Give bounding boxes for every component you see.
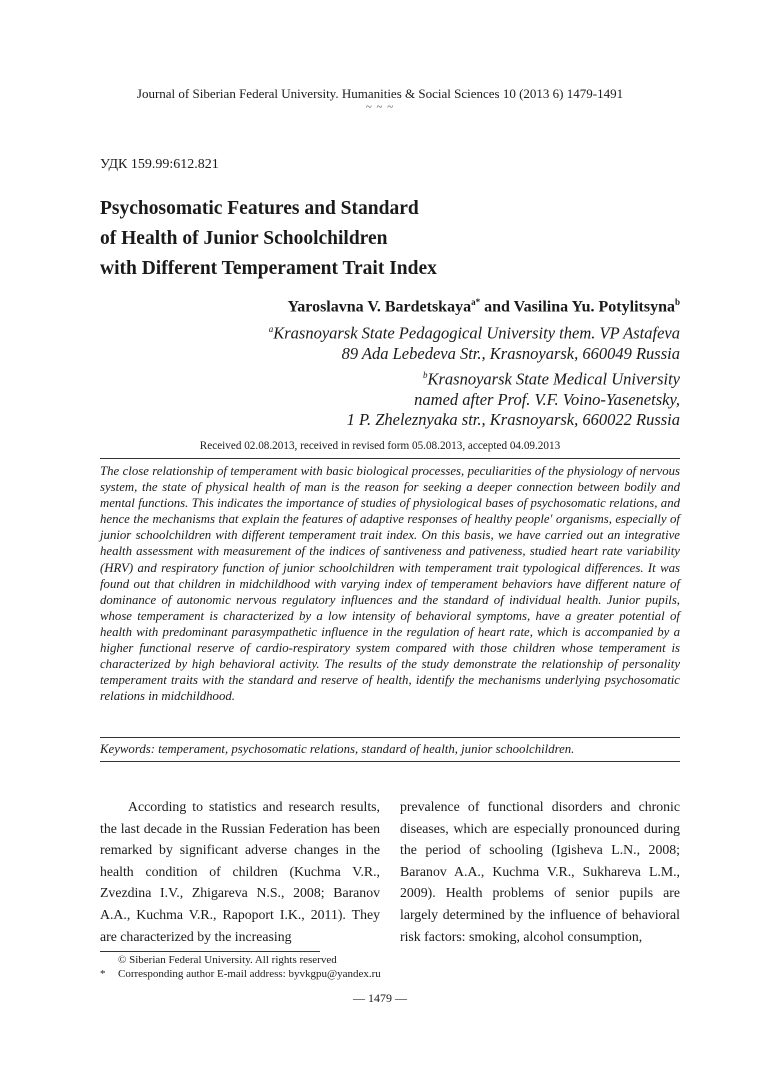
journal-header: Journal of Siberian Federal University. Humanities & Social Sciences 10 (2013 6) 1479-1491 — [136, 86, 624, 101]
abstract-bottom-rule — [100, 737, 680, 738]
affil-a-mark: a — [268, 324, 274, 334]
paper-title — [100, 194, 437, 284]
author-2-marks: b — [674, 297, 680, 307]
abstract-top-rule — [100, 458, 680, 459]
author-1: Yaroslavna V. Bardetskaya — [287, 298, 472, 316]
affiliation-b-line-1: $^b$Krasnoyarsk State Medical University — [423, 369, 680, 389]
affiliation-b-line-3: 1 P. Zheleznyaka str., Krasnoyarsk, 660022 Russia — [346, 410, 680, 430]
received-dates: Received 02.08.2013, received in revised form 05.08.2013, accepted 04.09.2013 — [199, 440, 561, 452]
affiliation-b-line-2: named after Prof. V.F. Voino-Yasenetsky, — [414, 389, 680, 409]
footnote-copyright: © Siberian Federal University. All rights reserved — [118, 954, 337, 966]
keywords: Keywords: temperament, psychosomatic relations, standard of health, junior schoolchildren. — [100, 742, 575, 756]
body-column-right: prevalence of functional disorders and chronic diseases, which are especially pronounced during the period of schooling (Igisheva L.N., 2008; Baranov A.A., Kuchma V.R., Sukhareva L.M., 2009). Health problems of senior pupils are largely determined by the influence of behavioral risk factors: smoking, alcohol consumption, — [400, 799, 680, 944]
title-line-2: of Health of Junior Schoolchildren — [100, 228, 388, 249]
author-2: Vasilina Yu. Potylitsyna — [513, 298, 675, 316]
title-line-1: Psychosomatic Features and Standard — [100, 198, 419, 219]
author-line — [287, 297, 680, 316]
body-text-left: According to statistics and research results, the last decade in the Russian Federation has been remarked by significant adverse changes in the health condition of children (Kuchma V.R., Zvezdina I.V., Zhigareva N.S., 2008; Baranov A.A., Kuchma V.R., Rapoport I.K., 2011). They are characterized by the increasing — [100, 799, 380, 944]
keywords-rule — [100, 761, 680, 762]
affiliation-a-line-1: $^a$Krasnoyarsk State Pedagogical University them. VP Astafeva — [268, 323, 680, 343]
header-ornament: ~ ~ ~ — [365, 101, 395, 113]
author-1-marks: a* — [471, 297, 481, 307]
footnote-corresponding: Corresponding author E-mail address: byvkgpu@yandex.ru — [118, 968, 381, 980]
author-connector: and — [480, 298, 514, 316]
abstract: The close relationship of temperament with basic biological processes, peculiarities of the physiology of nervous system, the state of physical health of man is the reason for seeking a deeper connection between bodily and mental functions. This indicates the importance of studies of physiological bases of psychosomatic relations, and hence the mechanisms that explain the features of adaptive responses of healthy people' organisms, especially of junior schoolchildren with different temperament trait index. On this basis, we have carried out an integrative health assessment with measurement of the indices of santiveness and pativeness, studied heart rate variability (HRV) and respiratory function of junior schoolchildren with temperament trait typological differences. It was found out that children in midchildhood with varying index of temperament behaviors have different nature of dominance of autonomic nervous regulatory influences and the standard of individual health. Junior pupils, whose temperament is characterized by a low intensity of behavioral symptoms, have a greater potential of health with predominant parasympathetic influence in the regulation of heart rate, which is accompanied by a higher functional reserve of cardio-respiratory system compared with those children whose temperament is characterized by high behavioral activity. The results of the study demonstrate the relationship of personality temperament traits with the standard and reserve of health, identify the mechanisms underlying psychosomatic relations in midchildhood. — [100, 464, 680, 704]
udk-code: УДК 159.99:612.821 — [100, 157, 219, 172]
footnote-rule — [100, 951, 320, 952]
affil-b-mark: b — [423, 369, 428, 380]
affiliation-a-line-2: 89 Ada Lebedeva Str., Krasnoyarsk, 660049 Russia — [341, 344, 680, 364]
body-column-left — [100, 796, 380, 947]
affiliations — [269, 319, 680, 431]
title-line-3: with Different Temperament Trait Index — [100, 258, 437, 279]
page-number: — 1479 — — [353, 991, 407, 1005]
footnote-star: * — [100, 968, 106, 980]
